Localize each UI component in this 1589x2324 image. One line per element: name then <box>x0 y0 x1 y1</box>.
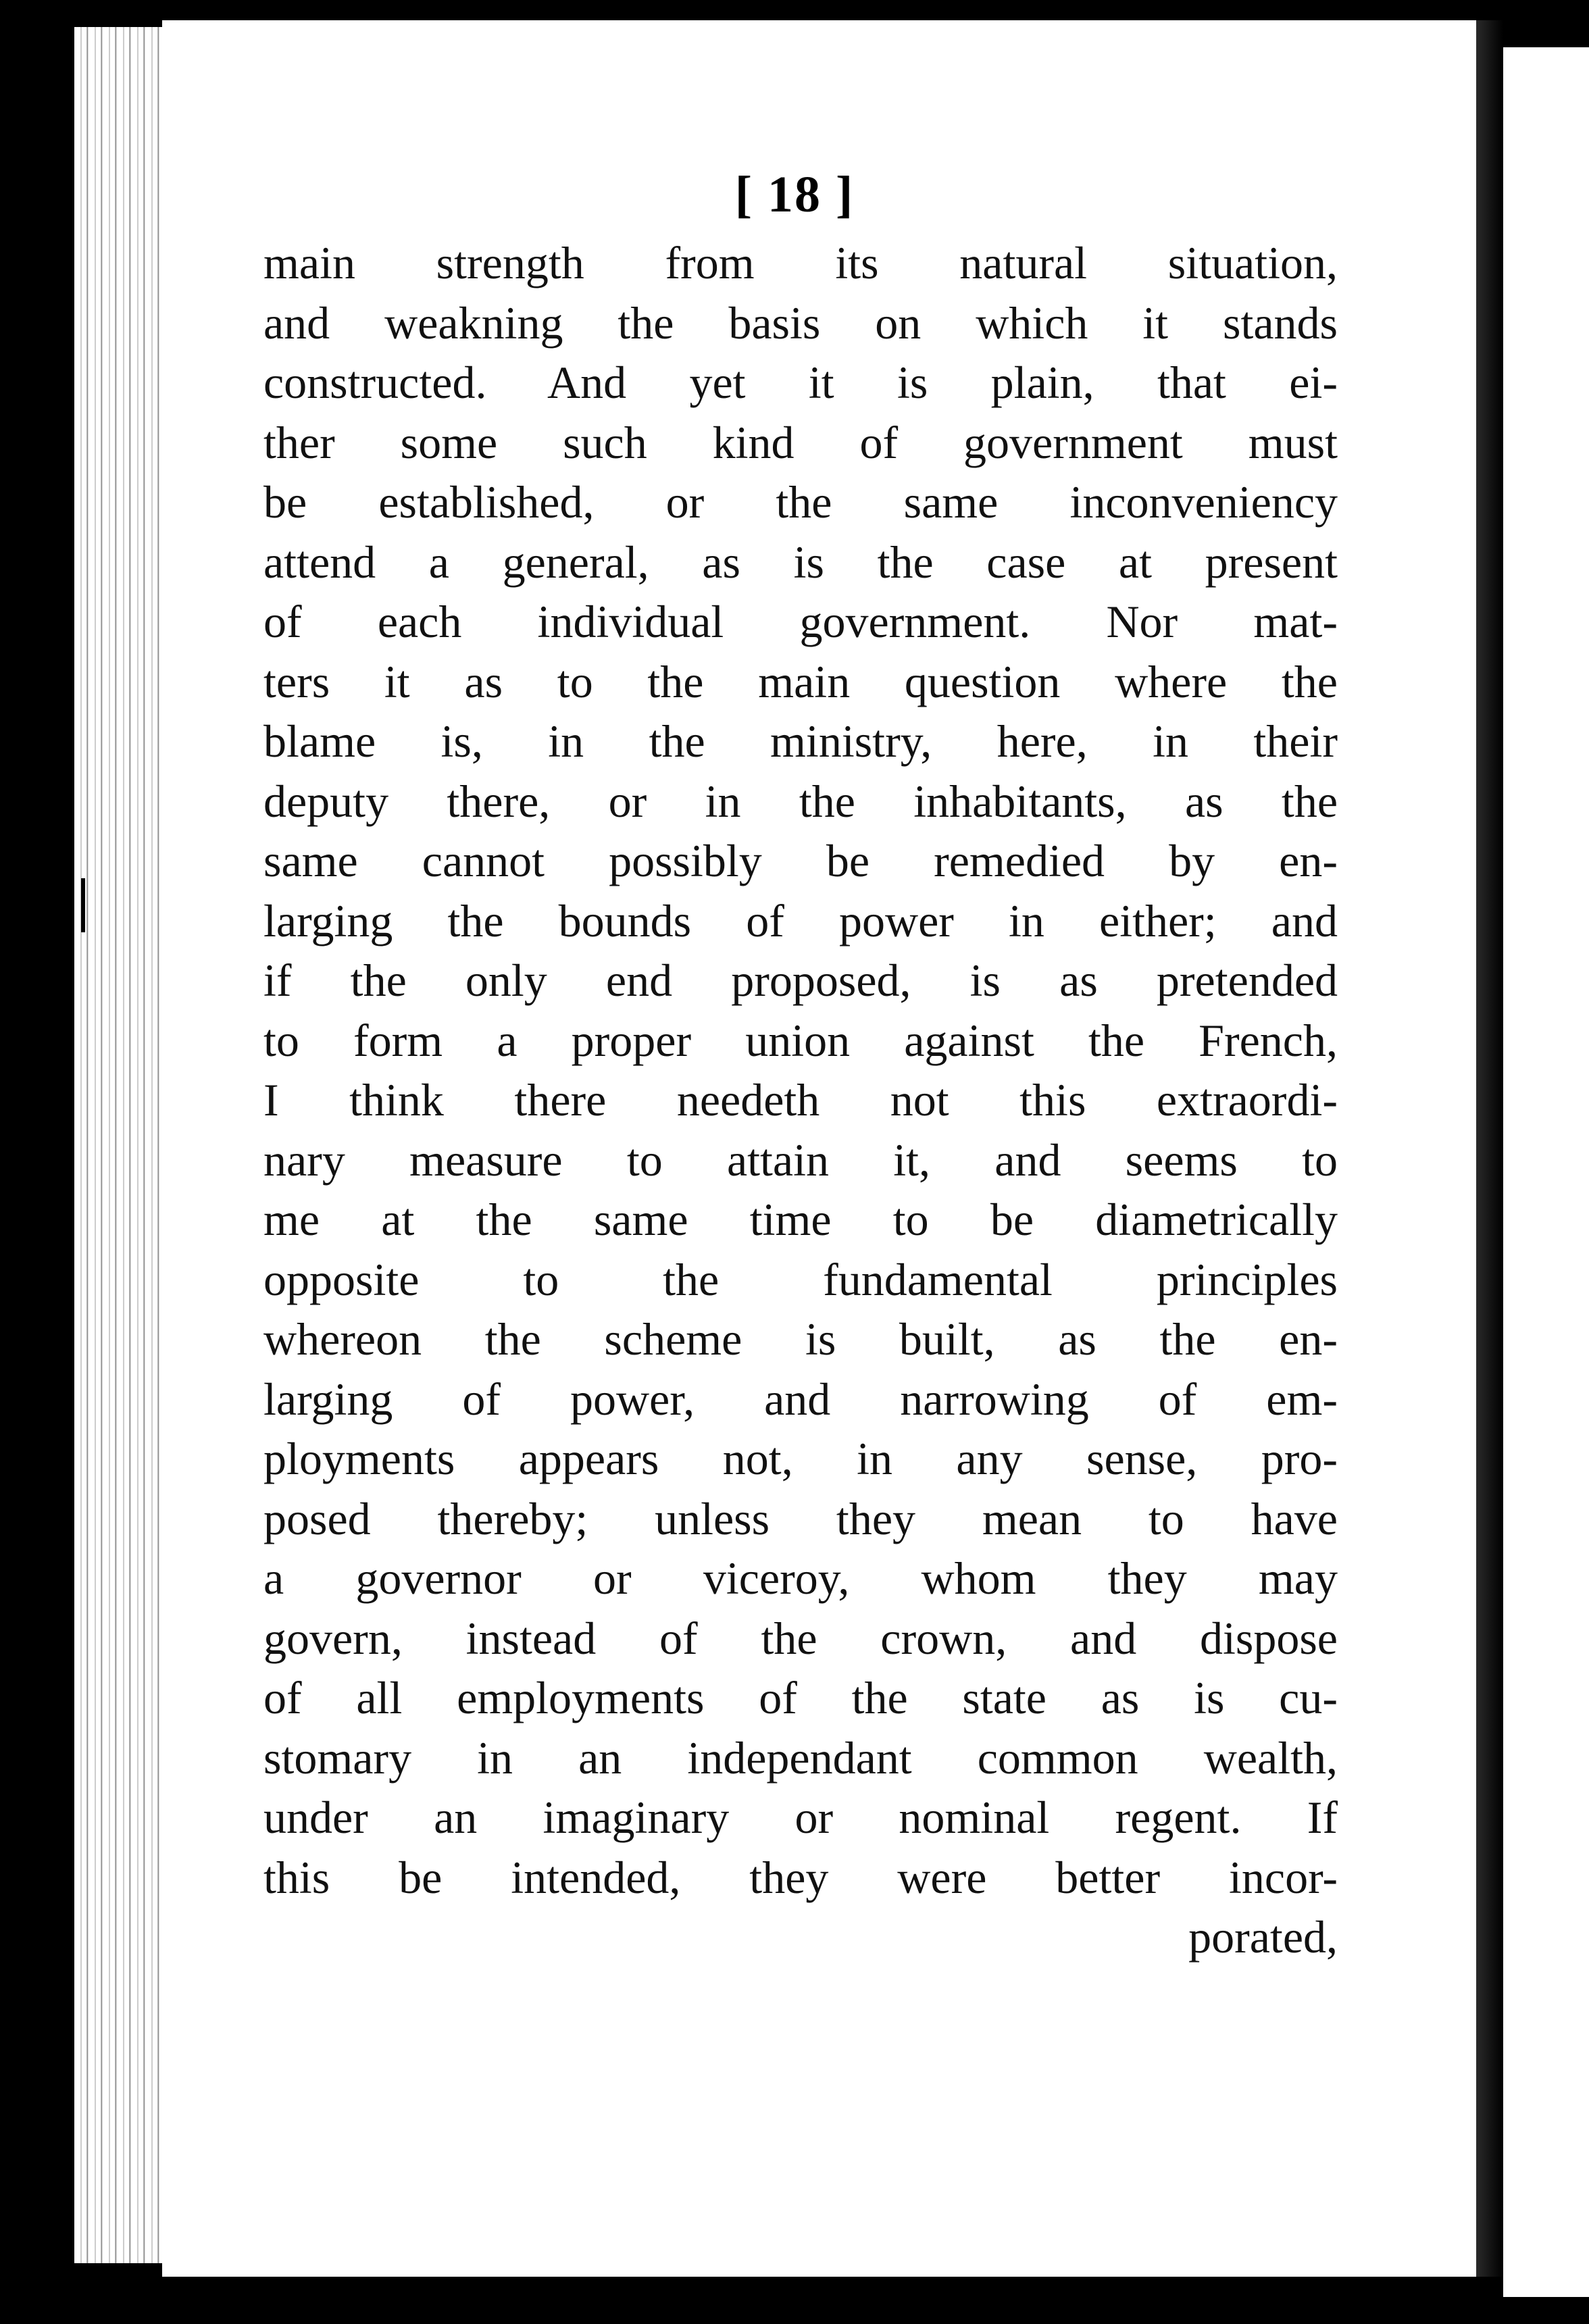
text-line: govern, instead of the crown, and dispose <box>263 1612 1338 1664</box>
text-line: this be intended, they were better incor- <box>263 1851 1338 1903</box>
text-line: main strength from its natural situation, <box>263 237 1338 288</box>
facing-page-edge <box>1503 47 1589 2297</box>
catchword: porated, <box>1188 1911 1338 1963</box>
text-line: me at the same time to be diametrically <box>263 1194 1338 1245</box>
text-line: posed thereby; unless they mean to have <box>263 1492 1338 1544</box>
text-line: ployments appears not, in any sense, pro- <box>263 1433 1338 1484</box>
text-line: if the only end proposed, is as pretended <box>263 955 1338 1006</box>
text-line: of each individual government. Nor mat- <box>263 596 1338 647</box>
text-line: deputy there, or in the inhabitants, as the <box>263 775 1338 827</box>
text-line: I think there needeth not this extraordi- <box>263 1074 1338 1126</box>
page-edges <box>74 27 169 2263</box>
text-line: same cannot possibly be remedied by en- <box>263 835 1338 886</box>
text-line: opposite to the fundamental principles <box>263 1253 1338 1305</box>
margin-mark <box>37 500 43 504</box>
gutter-shadow <box>1476 20 1503 2277</box>
text-line: a governor or viceroy, whom they may <box>263 1552 1338 1604</box>
text-line: constructed. And yet it is plain, that ei- <box>263 357 1338 408</box>
text-line: whereon the scheme is built, as the en- <box>263 1313 1338 1365</box>
text-line: nary measure to attain it, and seems to <box>263 1134 1338 1186</box>
body-text <box>263 233 1338 1967</box>
text-line: larging of power, and narrowing of em- <box>263 1373 1338 1425</box>
page-number-header: [ 18 ] <box>734 166 855 223</box>
margin-mark <box>47 601 57 607</box>
text-line: under an imaginary or nominal regent. If <box>263 1792 1338 1843</box>
text-line: ters it as to the main question where the <box>263 655 1338 707</box>
text-line: and weakning the basis on which it stands <box>263 297 1338 349</box>
text-line: to form a proper union against the French, <box>263 1014 1338 1066</box>
text-line: blame is, in the ministry, here, in their <box>263 715 1338 767</box>
margin-mark <box>81 878 85 932</box>
text-line: larging the bounds of power in either; and <box>263 894 1338 946</box>
text-line: be established, or the same inconveniency <box>263 476 1338 528</box>
text-line: ther some such kind of government must <box>263 416 1338 468</box>
text-line: attend a general, as is the case at present <box>263 536 1338 588</box>
text-line: of all employments of the state as is cu- <box>263 1672 1338 1723</box>
text-line: stomary in an independant common wealth, <box>263 1732 1338 1784</box>
